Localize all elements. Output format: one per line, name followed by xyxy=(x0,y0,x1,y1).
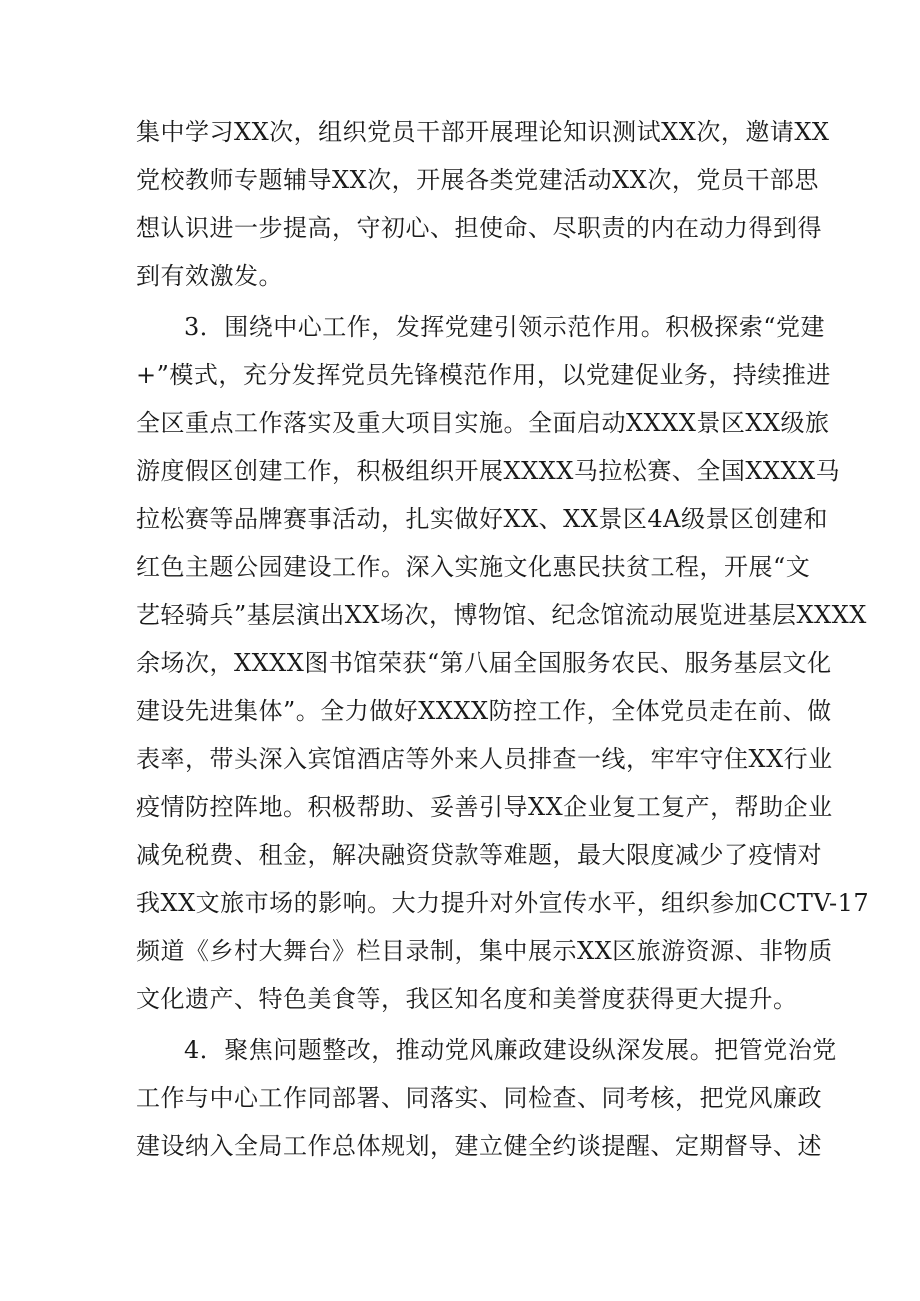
text-line: 疫情防控阵地。积极帮助、妥善引导XX企业复工复产，帮助企业 xyxy=(136,793,833,821)
text-line: 红色主题公园建设工作。深入实施文化惠民扶贫工程，开展“文 xyxy=(136,553,811,581)
text-line: +”模式，充分发挥党员先锋模范作用，以党建促业务，持续推进 xyxy=(136,361,831,389)
text-line: 全区重点工作落实及重大项目实施。全面启动XXXX景区XX级旅 xyxy=(136,409,830,437)
text-line: 到有效激发。 xyxy=(136,262,283,290)
text-line: 建设先进集体”。全力做好XXXX防控工作，全体党员走在前、做 xyxy=(136,697,832,725)
paragraph-4-heading-line: 4．聚焦问题整改，推动党风廉政建设纵深发展。把管党治党 xyxy=(184,1036,837,1064)
text-line: 拉松赛等品牌赛事活动，扎实做好XX、XX景区4A级景区创建和 xyxy=(136,505,828,533)
text-line: 艺轻骑兵”基层演出XX场次，博物馆、纪念馆流动展览进基层XXXX xyxy=(136,601,867,629)
text-line: 建设纳入全局工作总体规划，建立健全约谈提醒、定期督导、述 xyxy=(136,1132,822,1160)
text-line: 文化遗产、特色美食等，我区知名度和美誉度获得更大提升。 xyxy=(136,985,798,1013)
text-line: 想认识进一步提高，守初心、担使命、尽职责的内在动力得到得 xyxy=(136,214,822,242)
text-line: 游度假区创建工作，积极组织开展XXXX马拉松赛、全国XXXX马 xyxy=(136,457,841,485)
text-line: 党校教师专题辅导XX次，开展各类党建活动XX次，党员干部思 xyxy=(136,166,819,194)
text-line: 工作与中心工作同部署、同落实、同检查、同考核，把党风廉政 xyxy=(136,1084,822,1112)
text-line: 频道《乡村大舞台》栏目录制，集中展示XX区旅游资源、非物质 xyxy=(136,937,833,965)
paragraph-3-heading-line: 3．围绕中心工作，发挥党建引领示范作用。积极探索“党建 xyxy=(184,313,826,341)
text-line: 集中学习XX次，组织党员干部开展理论知识测试XX次，邀请XX xyxy=(136,118,830,146)
text-line: 减免税费、租金，解决融资贷款等难题，最大限度减少了疫情对 xyxy=(136,841,822,869)
text-line: 我XX文旅市场的影响。大力提升对外宣传水平，组织参加CCTV-17 xyxy=(136,889,870,917)
text-line: 余场次，XXXX图书馆荣获“第八届全国服务农民、服务基层文化 xyxy=(136,649,832,677)
text-line: 表率，带头深入宾馆酒店等外来人员排查一线，牢牢守住XX行业 xyxy=(136,745,833,773)
